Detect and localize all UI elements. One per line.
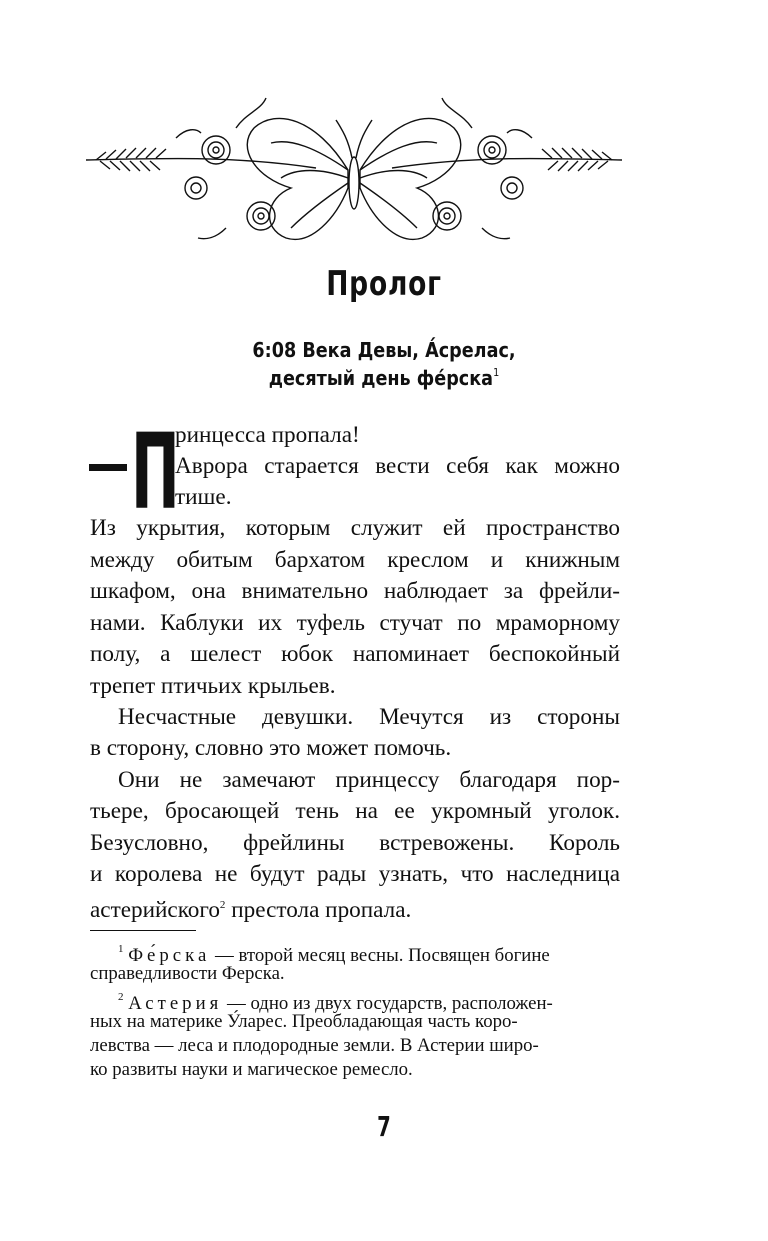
- text-line: Безусловно, фрейлины встревожены. Король: [90, 830, 620, 856]
- footnote-text: — второй месяц весны. Посвящен богине: [210, 945, 550, 966]
- text-line: тише.: [175, 484, 232, 510]
- footnote-2-line3: левства — леса и плодородные земли. В Астерии широ-: [90, 1035, 539, 1056]
- text-line: Аврора старается вести себя как можно: [175, 453, 620, 479]
- footnote-2-line2: ных на материке У́ларес. Преобладающая часть коро-: [90, 1011, 518, 1032]
- butterfly-ornament-icon: [86, 88, 622, 248]
- dropcap-dash: [89, 464, 127, 471]
- text-segment: престола пропала.: [225, 897, 412, 923]
- subtitle-text: десятый день фе́рска: [268, 366, 494, 390]
- text-line: ринцесса пропала!: [175, 422, 360, 448]
- footnote-marker: 1: [493, 366, 500, 379]
- text-line: в сторону, словно это может помочь.: [90, 735, 452, 761]
- dropcap-letter: П: [131, 411, 180, 533]
- text-segment: астерийского: [90, 897, 220, 923]
- text-line: шкафом, она внимательно наблюдает за фрейли-: [90, 578, 620, 604]
- chapter-subtitle-line2: [46, 366, 722, 390]
- text-line: тьере, бросающей тень на ее укромный уголок.: [90, 798, 620, 824]
- text-line: между обитым бархатом креслом и книжным: [90, 547, 620, 573]
- text-line: трепет птичьих крыльев.: [90, 673, 336, 699]
- text-line: и королева не будут рады узнать, что наследница: [90, 861, 620, 887]
- chapter-subtitle-line1: 6:08 Века Девы, А́срелас,: [252, 338, 516, 362]
- footnote-marker: 2: [219, 899, 226, 911]
- footnote-term: Фе́рска: [128, 945, 211, 966]
- footnote-1-line2: справедливости Ферска.: [90, 963, 285, 984]
- text-line: Они не замечают принцессу благодаря пор-: [118, 767, 620, 793]
- page-number: 7: [377, 1110, 391, 1143]
- chapter-title: Пролог: [326, 264, 442, 304]
- footnote-divider: [90, 930, 196, 931]
- footnote-term: Астерия: [128, 993, 223, 1014]
- footnote-2-line4: ко развиты науки и магическое ремесло.: [90, 1059, 413, 1080]
- text-line: нами. Каблуки их туфель стучат по мраморному: [90, 610, 620, 636]
- text-line: [90, 890, 620, 926]
- text-line: полу, а шелест юбок напоминает беспокойный: [90, 641, 620, 667]
- footnote-marker: 1: [118, 943, 124, 955]
- footnote-marker: 2: [118, 991, 124, 1003]
- footnote-text: — одно из двух государств, расположен-: [222, 993, 553, 1014]
- text-line: Несчастные девушки. Мечутся из стороны: [118, 704, 620, 730]
- text-line: Из укрытия, которым служит ей пространство: [90, 515, 620, 541]
